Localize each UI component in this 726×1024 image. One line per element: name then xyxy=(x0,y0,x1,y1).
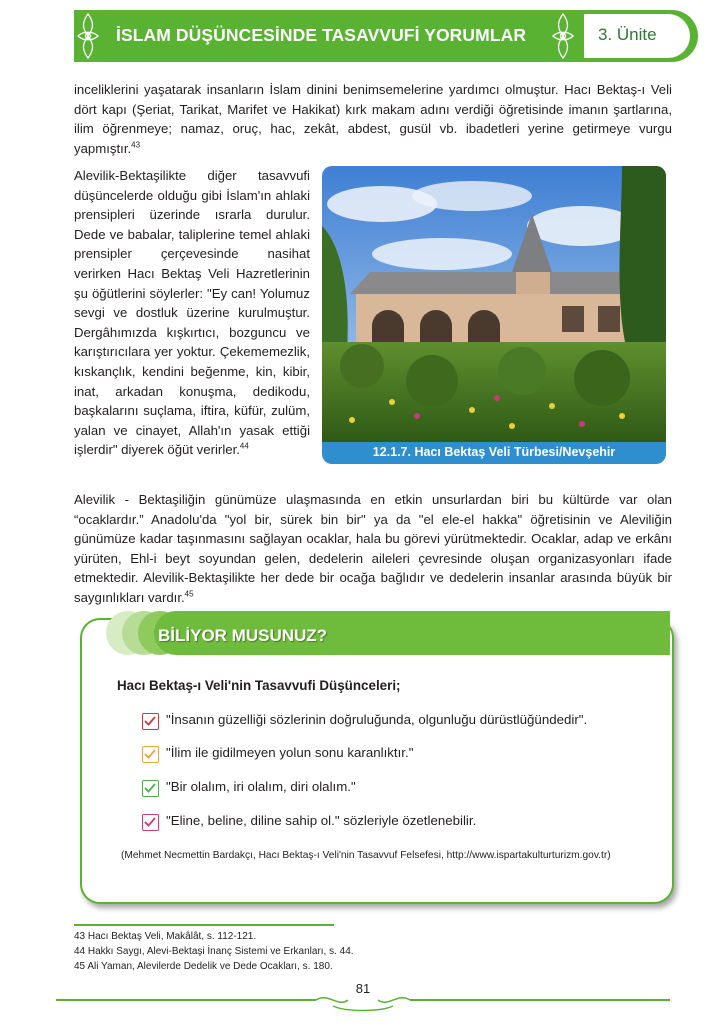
footnote: 44 Hakkı Saygı, Alevi-Bektaşi İnanç Sistemi ve Erkanları, s. 44. xyxy=(74,946,354,957)
footnote: 43 Hacı Bektaş Veli, Makâlât, s. 112-121. xyxy=(74,931,257,942)
body-paragraph: Alevilik-Bektaşilikte diğer tasavvufi düşüncelerde olduğu gibi İslam'ın ahlaki prensipleri üzerinde ısrarla durulur. Dede ve babalar, taliplerine temel ahlaki prensipler çerçevesinde nasihat verirken Hacı Bektaş Veli Hazretlerinin şu öğütlerini söylerler: "Ey can! Yolumuz sevgi ve dostluk üzerine kurulmuştur. Dergâhımızda kışkırtıcı, bozguncu ve karıştırıcılara yer yoktur. Çekememezlik, kıskançlık, kendini beğenme, kin, kibir, inat, arkadan konuşma, dedikodu, başkalarını suçlama, iftira, küfür, zulüm, yalan ve cinayet, Allah'ın yasak ettiği işlerdir" diyerek öğüt verirler.$^{44}$ xyxy=(74,168,310,458)
body-paragraph: Alevilik - Bektaşiliğin günümüze ulaşmasında en etkin unsurlardan biri bu kültürde var olan “ocaklardır.” Anadolu'da "yol bir, sürek bin bir" ya da "el ele-el hakka" öğretisinin ve Aleviliğin günümüze kadar taşınmasını sağlayan ocaklar, hala bu görevi yürütmektedir. Ocaklar, adap ve erkânı yürüten, Ehl-i beyt soyundan gelen, dedelerin aileleri çevresinde oluşan organizasyonları ifade etmektedir. Alevilik-Bektaşilikte her dede bir ocağa bağlıdır ve dedelerin insanlar arasında büyük bir saygınlıkları vardır.$^{45}$ xyxy=(74,492,672,605)
page-header-title: İSLAM DÜŞÜNCESİNDE TASAVVUFİ YORUMLAR xyxy=(116,25,527,45)
info-box-source: (Mehmet Necmettin Bardakçı, Hacı Bektaş-ı Veli'nin Tasavvuf Felsefesi, http://www.ispartakulturturizm.gov.tr) xyxy=(121,850,611,861)
footnote-ref: 43 xyxy=(131,140,141,150)
tomb-photo xyxy=(322,166,666,464)
footnote-divider xyxy=(74,924,334,926)
body-paragraph: inceliklerini yaşatarak insanların İslam dinini benimsemelerine yardımcı olmuştur. Hacı Bektaş-ı Veli dört kapı (Şeriat, Tarikat, Marifet ve Hakikat) kırk makam adını verdiği öğretisinde imanın şartlarına, ilim öğrenmeye; namaz, oruç, hac, zekât, abdest, gusül vb. ibadetleri yerine getirmeye vurgu yapmıştır.$^{43}$ xyxy=(74,82,672,156)
unit-label: 3. Ünite xyxy=(598,25,657,44)
ornament-icon xyxy=(74,10,102,62)
info-box-heading: Hacı Bektaş-ı Veli'nin Tasavvufi Düşünceleri; xyxy=(117,678,401,693)
quote-item: "Bir olalım, iri olalım, diri olalım." xyxy=(166,779,356,794)
check-icon xyxy=(142,713,159,730)
tomb-illustration xyxy=(322,166,666,442)
quote-item: "Eline, beline, diline sahip ol." sözleriyle özetlenebilir. xyxy=(166,813,477,828)
check-icon xyxy=(142,780,159,797)
photo-caption: 12.1.7. Hacı Bektaş Veli Türbesi/Nevşehir xyxy=(372,445,616,459)
info-box-title: BİLİYOR MUSUNUZ? xyxy=(158,626,328,645)
check-icon xyxy=(142,814,159,831)
quote-item: "İnsanın güzelliği sözlerinin doğruluğunda, olgunluğu dürüstlüğündedir". xyxy=(166,712,588,727)
footnote: 45 Ali Yaman, Alevilerde Dedelik ve Dede Ocakları, s. 180. xyxy=(74,961,333,972)
ornament-icon xyxy=(550,10,576,62)
check-icon xyxy=(142,746,159,763)
page-number: 81 xyxy=(355,981,371,996)
info-box xyxy=(80,618,674,904)
page-header xyxy=(74,10,698,62)
quote-item: "İlim ile gidilmeyen yolun sonu karanlıktır." xyxy=(166,745,414,760)
footnote-ref: 44 xyxy=(239,441,249,451)
footnote-ref: 45 xyxy=(184,589,194,599)
